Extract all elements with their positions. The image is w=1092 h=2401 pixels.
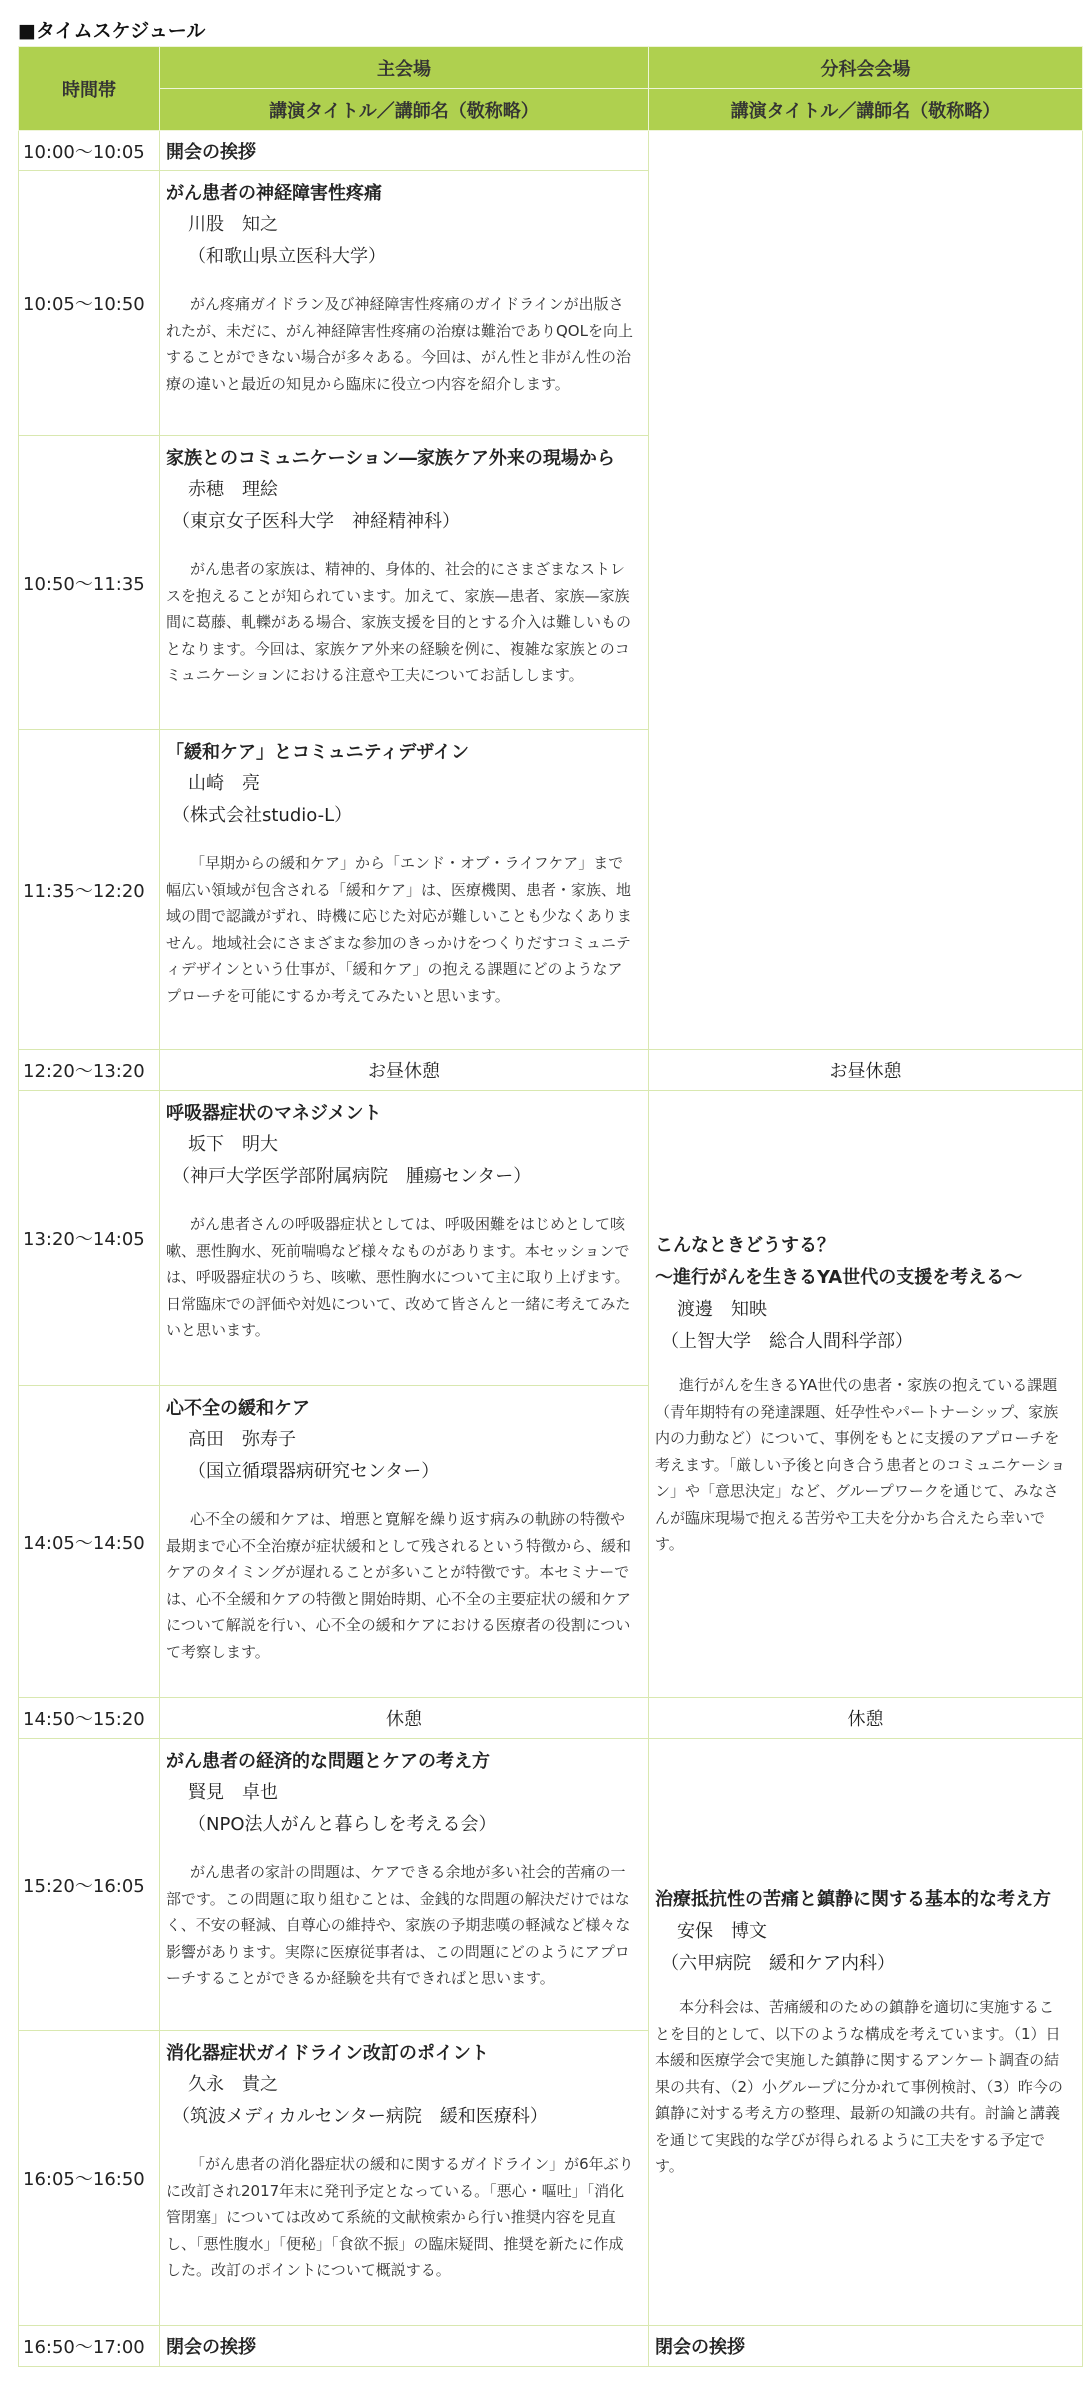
table-row xyxy=(19,131,1083,171)
session-cell xyxy=(160,2031,649,2326)
time-cell: 12:20～13:20 xyxy=(19,1050,160,1091)
session-cell xyxy=(160,1386,649,1698)
table-row xyxy=(19,1091,1083,1386)
speaker-affiliation: （東京女子医科大学 神経精神科） xyxy=(172,511,460,532)
breakout-empty-cell xyxy=(649,131,1083,1050)
session-title: 心不全の緩和ケア xyxy=(166,1398,310,1419)
page-heading: ■タイムスケジュール xyxy=(18,20,206,42)
speaker-name: 安保 博文 xyxy=(677,1921,767,1943)
speaker-affiliation: （国立循環器病研究センター） xyxy=(188,1461,440,1482)
breakout-session-cell xyxy=(649,1739,1083,2326)
speaker-affiliation: （六甲病院 緩和ケア内科） xyxy=(661,1953,895,1975)
closing-remarks-breakout: 閉会の挨拶 xyxy=(649,2326,1083,2367)
time-cell: 13:20～14:05 xyxy=(19,1091,160,1386)
session-cell xyxy=(160,436,649,730)
closing-remarks-main: 閉会の挨拶 xyxy=(160,2326,649,2367)
table-row xyxy=(19,2326,1083,2367)
speaker-affiliation: （和歌山県立医科大学） xyxy=(188,246,386,267)
session-title: 消化器症状ガイドライン改訂のポイント xyxy=(166,2043,489,2064)
speaker-affiliation: （上智大学 総合人間科学部） xyxy=(661,1331,913,1353)
speaker-affiliation: （株式会社studio-L） xyxy=(172,805,353,826)
session-description: がん疼痛ガイドラン及び神経障害性疼痛のガイドラインが出版されたが、未だに、がん神経障害性疼痛の治療は難治でありQOLを向上することができない場合が多々ある。今回は、がん性と非がん性の治療の違いと最近の知見から臨床に役立つ内容を紹介します。 xyxy=(166,295,633,393)
lunch-break-breakout: お昼休憩 xyxy=(649,1050,1083,1091)
main-hall-subheader: 講演タイトル／講師名（敬称略） xyxy=(160,89,649,131)
session-cell xyxy=(160,1091,649,1386)
session-description: がん患者の家族は、精神的、身体的、社会的にさまざまなストレスを抱えることが知られています。加えて、家族—患者、家族—家族間に葛藤、軋轢がある場合、家族支援を目的とする介入は難しいものとなります。今回は、家族ケア外来の経験を例に、複雑な家族とのコミュニケーションにおける注意や工夫についてお話しします。 xyxy=(166,560,632,684)
session-title: がん患者の神経障害性疼痛 xyxy=(166,183,382,204)
time-cell: 16:50～17:00 xyxy=(19,2326,160,2367)
time-cell: 10:05～10:50 xyxy=(19,171,160,436)
session-description: 進行がんを生きるYA世代の患者・家族の抱えている課題（青年期特有の発達課題、妊孕性やパートナーシップ、家族内の力動など）について、事例をもとに支援のアプローチを考えます。「厳しい予後と向き合う患者とのコミュニケーション」や「意思決定」など、グループワークを通じて、みなさんが臨床現場で抱える苦労や工夫を分かち合えたら幸いです。 xyxy=(655,1376,1066,1554)
speaker-name: 赤穂 理絵 xyxy=(188,479,278,500)
session-cell xyxy=(160,730,649,1050)
session-title: 「緩和ケア」とコミュニティデザイン xyxy=(166,742,469,763)
session-description: 「がん患者の消化器症状の緩和に関するガイドライン」が6年ぶりに改訂され2017年末に発刊予定となっている。「悪心・嘔吐」「消化管閉塞」については改めて系統的文献検索から行い推奨内容を見直し、「悪性腹水」「便秘」「食欲不振」の臨床疑問、推奨を新たに作成した。改訂のポイントについて概説する。 xyxy=(166,2155,634,2279)
main-hall-header: 主会場 xyxy=(160,47,649,89)
breakout-hall-header: 分科会会場 xyxy=(649,47,1083,89)
breakout-hall-subheader: 講演タイトル／講師名（敬称略） xyxy=(649,89,1083,131)
table-row xyxy=(19,1698,1083,1739)
breakout-title: 治療抵抗性の苦痛と鎮静に関する基本的な考え方 xyxy=(655,1889,1051,1911)
break-breakout: 休憩 xyxy=(649,1698,1083,1739)
breakout-title-line1: こんなときどうする？ xyxy=(655,1235,835,1257)
speaker-name: 渡邊 知映 xyxy=(677,1299,767,1321)
speaker-name: 賢見 卓也 xyxy=(188,1782,278,1803)
time-cell: 11:35～12:20 xyxy=(19,730,160,1050)
session-description: がん患者さんの呼吸器症状としては、呼吸困難をはじめとして咳嗽、悪性胸水、死前喘鳴など様々なものがあります。本セッションでは、呼吸器症状のうち、咳嗽、悪性胸水について主に取り上げます。日常臨床での評価や対処について、改めて皆さんと一緒に考えてみたいと思います。 xyxy=(166,1215,631,1339)
session-cell xyxy=(160,1739,649,2031)
breakout-session-cell xyxy=(649,1091,1083,1698)
opening-remarks: 開会の挨拶 xyxy=(160,131,649,171)
table-row xyxy=(19,1739,1083,2031)
time-cell: 14:50～15:20 xyxy=(19,1698,160,1739)
speaker-name: 川股 知之 xyxy=(188,214,278,235)
table-row xyxy=(19,1050,1083,1091)
session-title: 呼吸器症状のマネジメント xyxy=(166,1103,382,1124)
time-cell: 10:50～11:35 xyxy=(19,436,160,730)
session-description: 「早期からの緩和ケア」から「エンド・オブ・ライフケア」まで幅広い領域が包含される「緩和ケア」は、医療機関、患者・家族、地域の間で認識がずれ、時機に応じた対応が難しいことも少なくありません。地域社会にさまざまな参加のきっかけをつくりだすコミュニティデザインという仕事が、「緩和ケア」の抱える課題にどのようなアプローチを可能にするか考えてみたいと思います。 xyxy=(166,854,632,1005)
session-cell xyxy=(160,171,649,436)
speaker-affiliation: （神戸大学医学部附属病院 腫瘍センター） xyxy=(172,1166,532,1187)
time-cell: 15:20～16:05 xyxy=(19,1739,160,2031)
time-cell: 10:00～10:05 xyxy=(19,131,160,171)
break-main: 休憩 xyxy=(160,1698,649,1739)
session-description: 心不全の緩和ケアは、増悪と寛解を繰り返す病みの軌跡の特徴や最期まで心不全治療が症状緩和として残されるという特徴から、緩和ケアのタイミングが遅れることが多いことが特徴です。本セミナーでは、心不全緩和ケアの特徴と開始時期、心不全の主要症状の緩和ケアについて解説を行い、心不全の緩和ケアにおける医療者の役割について考察します。 xyxy=(166,1510,632,1661)
session-description: がん患者の家計の問題は、ケアできる余地が多い社会的苦痛の一部です。この問題に取り組むことは、金銭的な問題の解決だけではなく、不安の軽減、自尊心の維持や、家族の予期悲嘆の軽減など様々な影響があります。実際に医療従事者は、この問題にどのようにアプローチすることができるか経験を共有できればと思います。 xyxy=(166,1863,631,1987)
session-title: 家族とのコミュニケーション―家族ケア外来の現場から xyxy=(166,448,615,469)
time-column-header: 時間帯 xyxy=(19,47,160,131)
session-description: 本分科会は、苦痛緩和のための鎮静を適切に実施することを目的として、以下のような構成を考えています。（1）日本緩和医療学会で実施した鎮静に関するアンケート調査の結果の共有、（2）小グループに分かれて事例検討、（3）昨今の鎮静に対する考え方の整理、最新の知識の共有。討論と講義を通じて実践的な学びが得られるように工夫をする予定です。 xyxy=(655,1998,1063,2176)
breakout-title-line2: ～進行がんを生きるYA世代の支援を考える～ xyxy=(655,1267,1023,1289)
speaker-name: 坂下 明大 xyxy=(188,1134,278,1155)
speaker-affiliation: （NPO法人がんと暮らしを考える会） xyxy=(188,1814,497,1835)
session-title: がん患者の経済的な問題とケアの考え方 xyxy=(166,1751,490,1772)
speaker-name: 山崎 亮 xyxy=(188,773,260,794)
speaker-affiliation: （筑波メディカルセンター病院 緩和医療科） xyxy=(172,2106,548,2127)
schedule-table xyxy=(18,46,1083,2367)
time-cell: 14:05～14:50 xyxy=(19,1386,160,1698)
speaker-name: 久永 貴之 xyxy=(188,2074,278,2095)
speaker-name: 高田 弥寿子 xyxy=(188,1429,296,1450)
time-cell: 16:05～16:50 xyxy=(19,2031,160,2326)
lunch-break-main: お昼休憩 xyxy=(160,1050,649,1091)
